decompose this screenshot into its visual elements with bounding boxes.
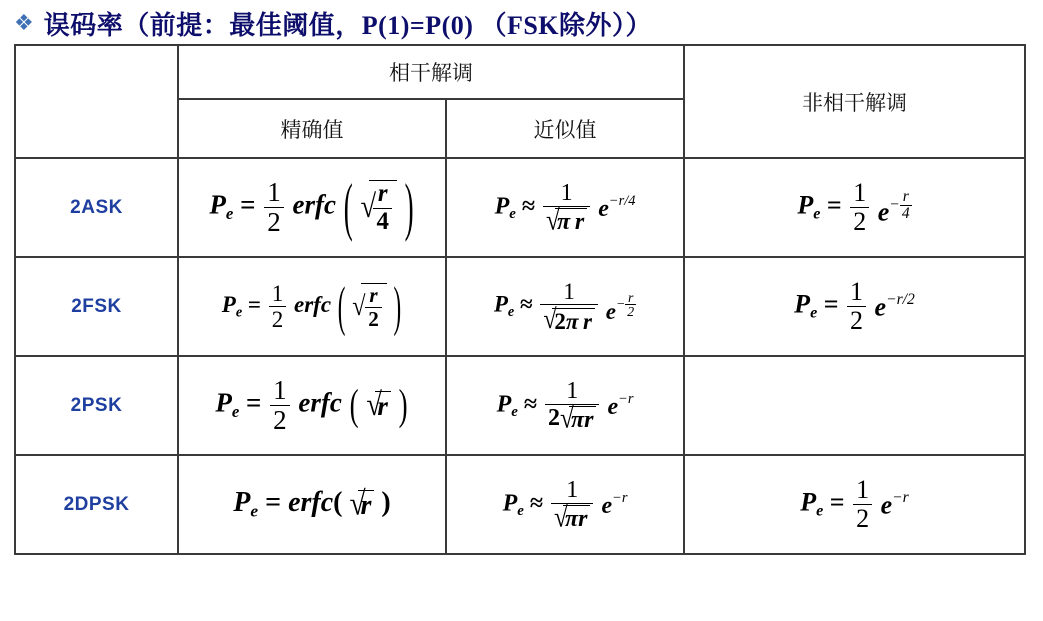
ber-table-wrapper xyxy=(14,44,1025,555)
table-row xyxy=(15,455,1025,554)
cell-2psk-exact xyxy=(178,356,446,455)
slide-title-row xyxy=(0,0,1043,44)
header-approx: 近似值 xyxy=(446,99,684,158)
formula-2ask-exact: $P_e$ = $\frac{1}{2}$ erfc ( √ $\frac{r}{4}$ ) xyxy=(209,179,414,236)
cell-2fsk-exact xyxy=(178,257,446,356)
row-label-2ask: 2ASK xyxy=(15,158,178,257)
diamond-bullet-icon: ❖ xyxy=(14,10,34,35)
row-label-2psk: 2PSK xyxy=(15,356,178,455)
table-corner-cell xyxy=(15,45,178,158)
ber-table xyxy=(14,44,1026,555)
row-label-2fsk: 2FSK xyxy=(15,257,178,356)
table-row xyxy=(15,257,1025,356)
page-title: 误码率（前提：最佳阈值，P(1)=P(0) （FSK除外）） xyxy=(43,10,653,40)
formula-2dpsk-noncoherent: $P_e$ = $\frac{1}{2}$ $e^{-r}$ xyxy=(800,475,909,533)
cell-2fsk-approx xyxy=(446,257,684,356)
formula-2psk-approx: $P_e$ ≈ $\frac{1}{2 √ \pi r}$ $e^{-r}$ xyxy=(497,379,634,432)
table-row xyxy=(15,158,1025,257)
cell-2dpsk-approx xyxy=(446,455,684,554)
cell-2dpsk-exact xyxy=(178,455,446,554)
cell-2psk-noncoherent xyxy=(684,356,1025,455)
row-label-2dpsk: 2DPSK xyxy=(15,455,178,554)
formula-2fsk-exact: $P_e$ = $\frac{1}{2}$ erfc ( √ $\frac{r}{2}$ ) xyxy=(222,282,402,331)
formula-2dpsk-approx: $P_e$ ≈ 1 √ πr $e^{-r}$ xyxy=(503,478,628,531)
cell-2psk-approx xyxy=(446,356,684,455)
cell-2ask-noncoherent xyxy=(684,158,1025,257)
cell-2ask-approx xyxy=(446,158,684,257)
formula-2ask-noncoherent: $P_e$ = $\frac{1}{2}$ $e^{- \frac{r}{4}}$ xyxy=(797,178,910,236)
cell-2fsk-noncoherent xyxy=(684,257,1025,356)
formula-2fsk-approx: $P_e$ ≈ 1 √ 2π r $e^{- \frac{r}{2}}$ xyxy=(494,280,636,332)
table-header-row-1 xyxy=(15,45,1025,99)
cell-2dpsk-noncoherent xyxy=(684,455,1025,554)
formula-2ask-approx: $P_e$ ≈ 1 √ π r $e^{-r/4}$ xyxy=(495,181,636,234)
header-coherent: 相干解调 xyxy=(178,45,684,99)
header-noncoherent: 非相干解调 xyxy=(684,45,1025,158)
formula-2psk-exact: $P_e$ = $\frac{1}{2}$ erfc ( √ r ) xyxy=(215,377,408,434)
cell-2ask-exact xyxy=(178,158,446,257)
header-exact: 精确值 xyxy=(178,99,446,158)
formula-2dpsk-exact: $P_e$ = erfc( √ r ) xyxy=(233,489,390,520)
table-row xyxy=(15,356,1025,455)
formula-2fsk-noncoherent: $P_e$ = $\frac{1}{2}$ $e^{-r/2}$ xyxy=(794,277,915,335)
